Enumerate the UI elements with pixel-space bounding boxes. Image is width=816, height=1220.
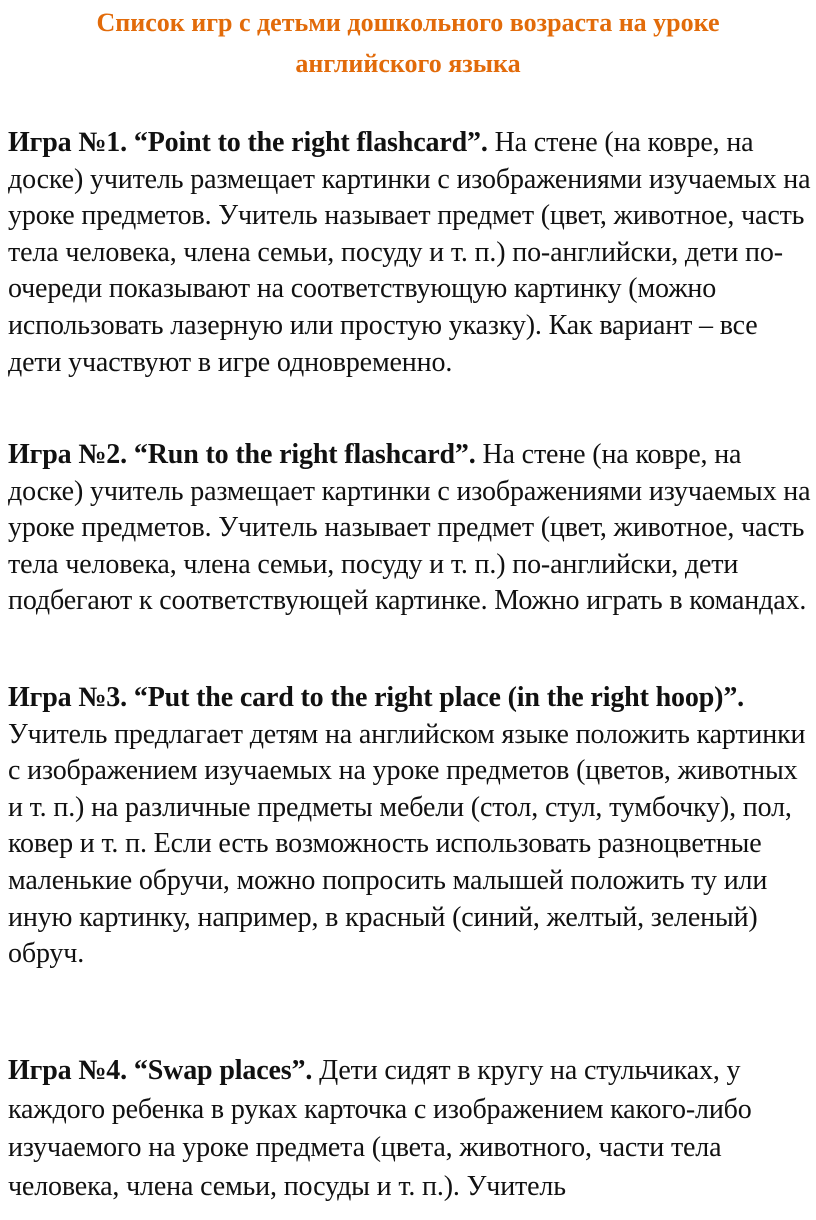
game-4-paragraph bbox=[8, 1052, 813, 1206]
game-4-body: Дети сидят в кругу на стульчиках, у каждого ребенка в руках карточка с изображением какого-либо изучаемого на уроке предмета (цвета, животного, части тела человека, члена семьи, посуды и т. п.). Учитель bbox=[8, 1055, 752, 1202]
game-2-paragraph bbox=[8, 437, 813, 620]
game-2-body: На стене (на ковре, на доске) учитель размещает картинки с изображениями изучаемых на уроке предметов. Учитель называет предмет (цвет, животное, часть тела человека, члена семьи, посуду и т. п.) по-английски, дети подбегают к соответствующей картинке. Можно играть в командах. bbox=[8, 439, 811, 617]
game-2-heading: Игра №2. “Run to the right flashcard”. bbox=[8, 439, 476, 470]
game-3-heading: Игра №3. “Put the card to the right place (in the right hoop)”. bbox=[8, 682, 745, 713]
game-4-heading: Игра №4. “Swap places”. bbox=[8, 1055, 313, 1086]
game-1-paragraph bbox=[8, 125, 813, 381]
game-3-body: Учитель предлагает детям на английском языке положить картинки с изображением изучаемых на уроке предметов (цветов, животных и т. п.) на различные предметы мебели (стол, стул, тумбочку), пол, ковер и т. п. Если есть возможность использовать разноцветные маленькие обручи, можно попросить малышей положить ту или иную картинку, например, в красный (синий, желтый, зеленый) обруч. bbox=[8, 718, 806, 970]
game-3-paragraph bbox=[8, 680, 813, 973]
document-title: Список игр с детьми дошкольного возраста на уроке английского языка bbox=[96, 8, 720, 78]
game-1-heading: Игра №1. “Point to the right flashcard”. bbox=[8, 127, 488, 158]
game-1-body: На стене (на ковре, на доске) учитель размещает картинки с изображениями изучаемых на уроке предметов. Учитель называет предмет (цвет, животное, часть тела человека, члена семьи, посуду и т. п.) по-английски, дети по-очереди показывают на соответствующую картинку (можно использовать лазерную или простую указку). Как вариант – все дети участвуют в игре одновременно. bbox=[8, 127, 811, 378]
